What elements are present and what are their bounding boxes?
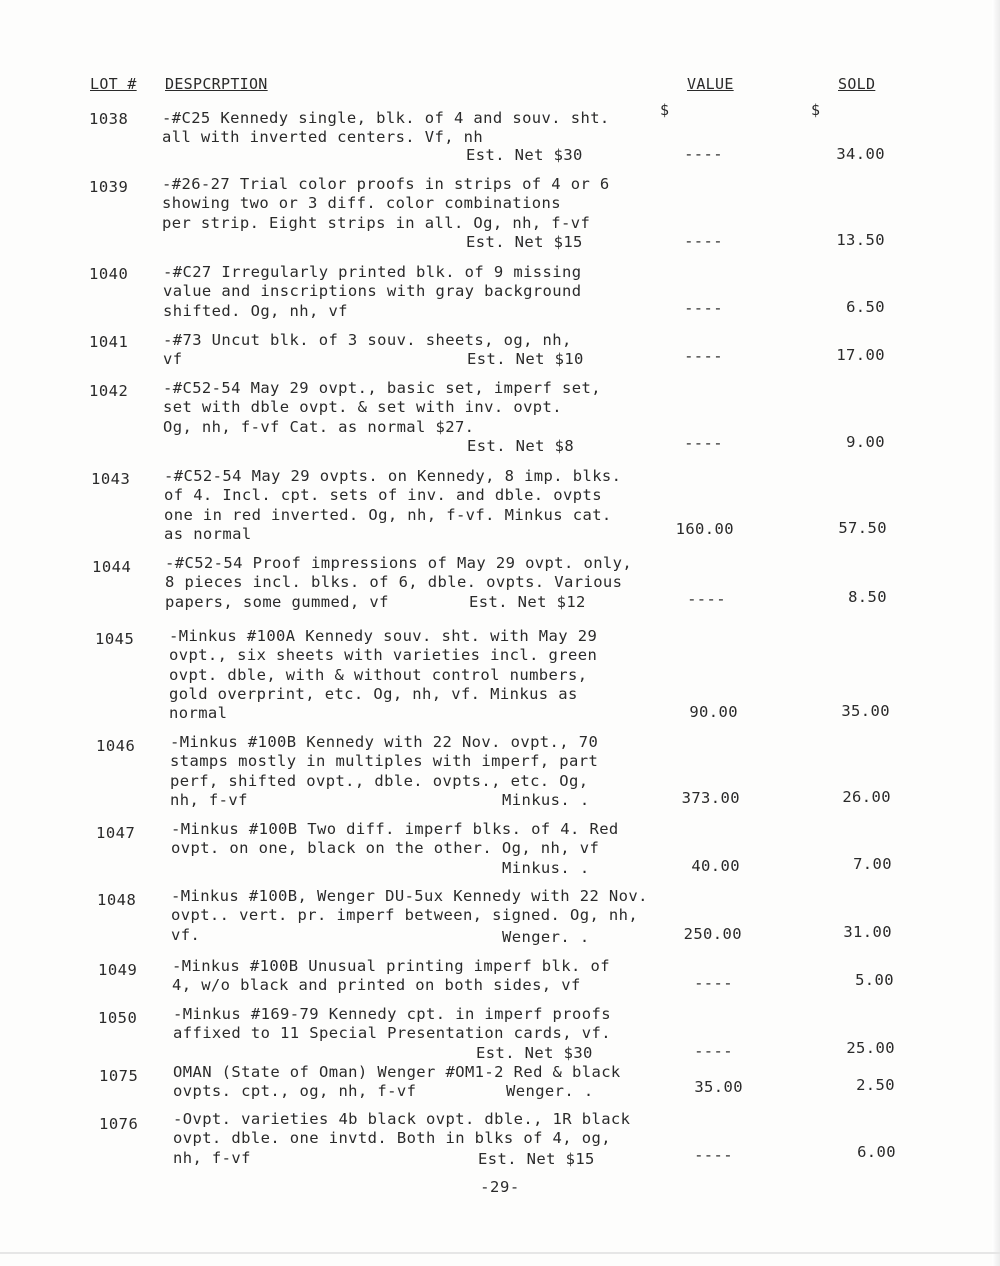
lot-sold: 13.50: [836, 231, 885, 249]
lot-estimate: Est. Net $15: [478, 1150, 595, 1168]
lot-value: ----: [687, 590, 726, 608]
description-line: vf.: [171, 925, 201, 944]
description-line: -#C52-54 May 29 ovpt., basic set, imperf set,: [163, 379, 601, 397]
lot-number: 1041: [89, 333, 129, 351]
lot-description: [169, 627, 597, 723]
lot-estimate: Minkus. .: [502, 859, 590, 877]
lot-number: 1076: [99, 1115, 139, 1133]
lot-sold: 57.50: [838, 519, 887, 537]
lot-sold: 17.00: [836, 346, 885, 364]
description-line: as normal: [164, 524, 252, 543]
lot-value: ----: [694, 1042, 733, 1060]
description-line: shifted. Og, nh, vf: [163, 301, 348, 320]
sold-currency-symbol: $: [811, 101, 821, 119]
lot-description: [171, 820, 619, 859]
lot-number: 1040: [89, 265, 129, 283]
lot-number: 1045: [95, 630, 135, 648]
description-line: ovpt., six sheets with varieties incl. green: [169, 646, 598, 665]
lot-sold: 26.00: [842, 788, 891, 806]
lot-estimate: Est. Net $10: [467, 350, 584, 368]
lot-description: [163, 263, 581, 321]
lot-value: ----: [684, 145, 723, 163]
lot-description: [164, 467, 621, 544]
lot-number: 1043: [91, 470, 131, 488]
lot-description: [173, 1005, 611, 1044]
description-line: showing two or 3 diff. color combinations: [162, 194, 562, 213]
lot-sold: 6.50: [846, 298, 885, 316]
description-line: Og, nh, f-vf Cat. as normal $27.: [163, 417, 475, 436]
lot-estimate: Wenger. .: [502, 928, 590, 946]
lot-sold: 7.00: [853, 855, 892, 873]
lot-estimate: Est. Net $30: [476, 1044, 593, 1062]
description-line: -#C25 Kennedy single, blk. of 4 and souv. sht.: [162, 109, 610, 127]
lot-value: ----: [684, 347, 723, 365]
lot-number: 1050: [98, 1009, 138, 1027]
description-line: -#26-27 Trial color proofs in strips of 4 or 6: [162, 175, 610, 193]
description-line: 4, w/o black and printed on both sides, vf: [172, 976, 581, 995]
description-line: -#C27 Irregularly printed blk. of 9 missing: [163, 263, 582, 281]
lot-value: 40.00: [691, 857, 740, 875]
header-description: DESPCRPTION: [165, 75, 268, 93]
lot-sold: 5.00: [855, 971, 894, 989]
description-line: normal: [169, 704, 228, 723]
description-line: perf, shifted ovpt., dble. ovpts., etc. Og,: [170, 771, 589, 790]
description-line: all with inverted centers. Vf, nh: [162, 128, 484, 147]
description-line: ovpt. dble. one invtd. Both in blks of 4, og,: [173, 1129, 611, 1148]
page-edge-shadow: [992, 0, 1000, 1266]
lot-value: ----: [684, 299, 723, 317]
header-sold: SOLD: [838, 75, 876, 93]
lot-description: [163, 379, 601, 437]
description-line: 8 pieces incl. blks. of 6, dble. ovpts. Various: [165, 573, 623, 592]
lot-value: 250.00: [683, 925, 742, 943]
description-line: stamps mostly in multiples with imperf, part: [170, 752, 599, 771]
lot-number: 1039: [89, 178, 129, 196]
header-lot: LOT #: [90, 75, 137, 93]
description-line: -Minkus #100B, Wenger DU-5ux Kennedy with 22 Nov.: [171, 887, 648, 905]
description-line: nh, f-vf: [170, 790, 248, 809]
lot-value: ----: [694, 1146, 733, 1164]
description-line: one in red inverted. Og, nh, f-vf. Minkus cat.: [164, 505, 612, 524]
lot-sold: 34.00: [836, 145, 885, 163]
page-bottom-edge: [0, 1252, 1000, 1254]
description-line: ovpts. cpt., og, nh, f-vf: [173, 1082, 417, 1101]
lot-number: 1048: [97, 891, 137, 909]
description-line: of 4. Incl. cpt. sets of inv. and dble. ovpts: [164, 486, 602, 505]
lot-estimate: Est. Net $15: [466, 233, 583, 251]
lot-number: 1049: [98, 961, 138, 979]
lot-estimate: Est. Net $30: [466, 146, 583, 164]
lot-sold: 9.00: [846, 433, 885, 451]
description-line: -Minkus #100B Two diff. imperf blks. of 4. Red: [171, 820, 619, 838]
lot-number: 1075: [99, 1067, 139, 1085]
lot-description: [172, 957, 610, 996]
description-line: -#C52-54 Proof impressions of May 29 ovpt. only,: [165, 554, 633, 572]
description-line: nh, f-vf: [173, 1148, 251, 1167]
lot-estimate: Minkus. .: [502, 791, 590, 809]
lot-number: 1046: [96, 737, 136, 755]
lot-sold: 2.50: [856, 1076, 895, 1094]
lot-number: 1047: [96, 824, 136, 842]
lot-value: 373.00: [681, 789, 740, 807]
lot-sold: 6.00: [857, 1143, 896, 1161]
lot-sold: 35.00: [841, 702, 890, 720]
description-line: ovpt.. vert. pr. imperf between, signed. Og, nh,: [171, 906, 639, 925]
lot-estimate: Est. Net $12: [469, 593, 586, 611]
lot-value: 160.00: [675, 520, 734, 538]
lot-estimate: Wenger. .: [506, 1082, 594, 1100]
description-line: ovpt. dble, with & without control numbers,: [169, 665, 588, 684]
description-line: papers, some gummed, vf: [165, 592, 389, 611]
lot-estimate: Est. Net $8: [467, 437, 575, 455]
lot-sold: 25.00: [846, 1039, 895, 1057]
description-line: vf: [163, 350, 183, 369]
lot-value: ----: [684, 232, 723, 250]
description-line: OMAN (State of Oman) Wenger #OM1-2 Red & black: [173, 1063, 621, 1081]
description-line: -Minkus #100A Kennedy souv. sht. with May 29: [169, 627, 598, 645]
description-line: set with dble ovpt. & set with inv. ovpt.: [163, 398, 563, 417]
description-line: -Minkus #100B Unusual printing imperf blk. of: [172, 957, 610, 975]
lot-sold: 31.00: [843, 923, 892, 941]
lot-number: 1044: [92, 558, 132, 576]
description-line: -#73 Uncut blk. of 3 souv. sheets, og, nh,: [163, 331, 572, 349]
description-line: per strip. Eight strips in all. Og, nh, f-vf: [162, 213, 591, 232]
description-line: gold overprint, etc. Og, nh, vf. Minkus as: [169, 684, 578, 703]
lot-value: ----: [684, 434, 723, 452]
description-line: ovpt. on one, black on the other. Og, nh, vf: [171, 839, 600, 858]
description-line: value and inscriptions with gray background: [163, 282, 582, 301]
lot-description: [162, 109, 610, 148]
value-currency-symbol: $: [660, 101, 670, 119]
description-line: -Minkus #169-79 Kennedy cpt. in imperf proofs: [173, 1005, 611, 1023]
lot-number: 1038: [89, 110, 129, 128]
header-value: VALUE: [687, 75, 734, 93]
lot-sold: 8.50: [848, 588, 887, 606]
lot-number: 1042: [89, 382, 129, 400]
lot-value: 90.00: [689, 703, 738, 721]
description-line: -Minkus #100B Kennedy with 22 Nov. ovpt., 70: [170, 733, 599, 751]
lot-description: [162, 175, 610, 233]
description-line: -Ovpt. varieties 4b black ovpt. dble., 1R black: [173, 1110, 631, 1128]
page-number: -29-: [480, 1178, 520, 1196]
lot-value: ----: [694, 974, 733, 992]
description-line: affixed to 11 Special Presentation cards, vf.: [173, 1024, 611, 1043]
description-line: -#C52-54 May 29 ovpts. on Kennedy, 8 imp. blks.: [164, 467, 622, 485]
lot-value: 35.00: [694, 1078, 743, 1096]
